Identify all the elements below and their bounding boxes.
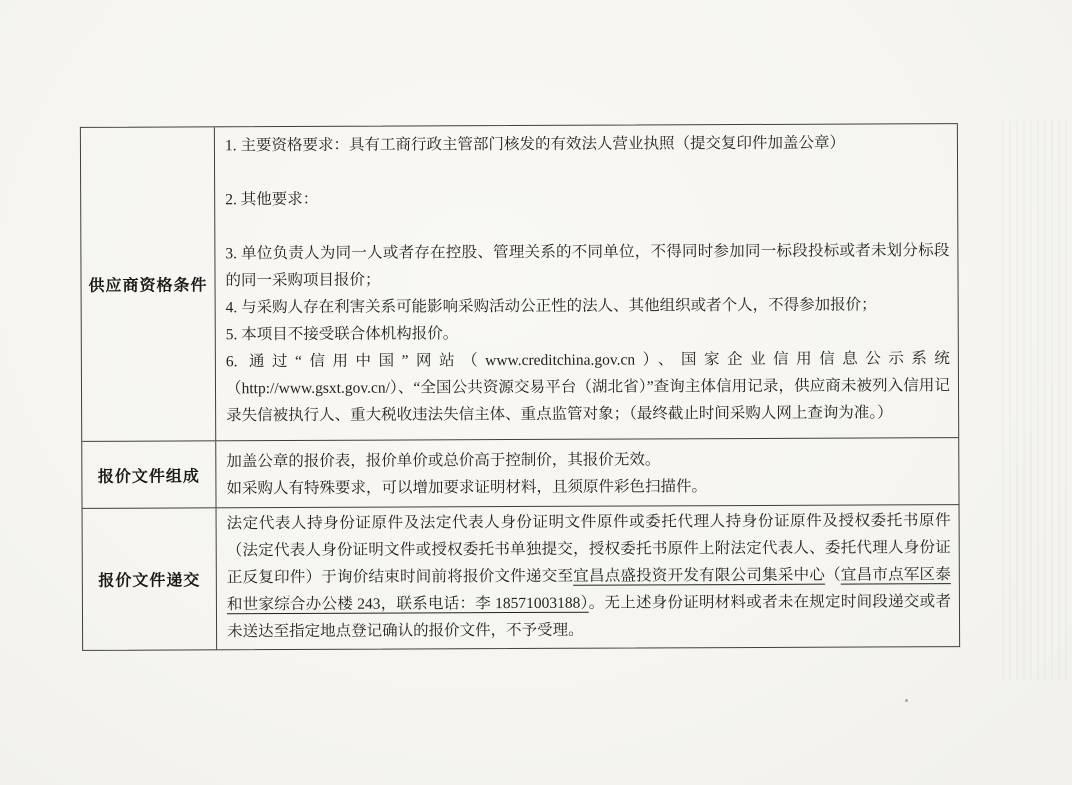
row-content-quotation-composition: [216, 438, 958, 507]
scan-artifact-dot: [905, 699, 908, 702]
table-row-supplier-qualification: [81, 124, 958, 442]
content-paragraph: [225, 183, 949, 213]
content-paragraph: [227, 507, 952, 645]
content-paragraph: [225, 237, 949, 294]
content-paragraph: [226, 291, 950, 321]
row-label-quotation-submission: 报价文件递交: [83, 508, 218, 650]
text-segment: （: [825, 566, 841, 584]
text-segment: 1. 主要资格要求：具有工商行政主管部门核发的有效法人营业执照（提交复印件加盖公章）: [224, 134, 845, 155]
underlined-text-segment: 宜昌市点军区泰和世家综合办公楼 243，联系电话：李 18571003188）: [226, 566, 951, 614]
text-segment: 法定代表人持身份证原件及法定代表人身份证明文件原件或委托代理人持身份证原件及授权委托书原件（法定代表人身份证明文件或授权委托书单独提交，授权委托书原件上附法定代表人、委托代理人身份证正反复印件）于询价结束时间前将报价文件递交至: [226, 512, 951, 587]
text-segment: 3. 单位负责人为同一人或者存在控股、管理关系的不同单位，不得同时参加同一标段投标或者未划分标段的同一采购项目报价；: [225, 242, 950, 290]
row-content-quotation-submission: [217, 505, 960, 649]
text-segment: 5. 本项目不接受联合体机构报价。: [225, 325, 459, 344]
procurement-conditions-table: [80, 123, 960, 651]
row-label-quotation-composition: 报价文件组成: [82, 441, 216, 508]
text-segment: 如采购人有特殊要求，可以增加要求证明材料，且须原件彩色扫描件。: [226, 478, 707, 498]
content-paragraph: [225, 129, 949, 159]
text-segment: 4. 与采购人存在利害关系可能影响采购活动公正性的法人、其他组织或者个人，不得参加报价；: [225, 296, 877, 317]
scanner-streak-texture: [1002, 120, 1072, 680]
underlined-text-segment: 宜昌点盛投资开发有限公司集采中心: [573, 566, 826, 585]
content-paragraph: [226, 318, 950, 348]
content-paragraph: [226, 345, 950, 429]
text-segment: 6. 通过“信用中国”网站（www.creditchina.gov.cn）、国家企业信用信息公示系统（http://www.gsxt.gov.cn/）、“全国公共资源交易平台（湖北省）”查询主体信用记录，供应商未被列入信用记录失信被执行人、重大税收违法失信主体、重点监管对象；（最终截止时间采购人网上查询为准。）: [225, 350, 951, 425]
table-row-quotation-composition: [82, 438, 958, 509]
row-label-supplier-qualification: 供应商资格条件: [81, 127, 216, 441]
row-content-supplier-qualification: [215, 124, 958, 440]
text-segment: 。无上述身份证明材料或者未在规定时间段递交或者未送达至指定地点登记确认的报价文件，不予受理。: [227, 593, 951, 641]
text-segment: 2. 其他要求：: [225, 190, 319, 209]
table-row-quotation-submission: [83, 505, 960, 650]
content-paragraph: [226, 445, 950, 475]
text-segment: 加盖公章的报价表，报价单价或总价高于控制价，其报价无效。: [226, 451, 661, 471]
content-paragraph: [226, 472, 950, 502]
